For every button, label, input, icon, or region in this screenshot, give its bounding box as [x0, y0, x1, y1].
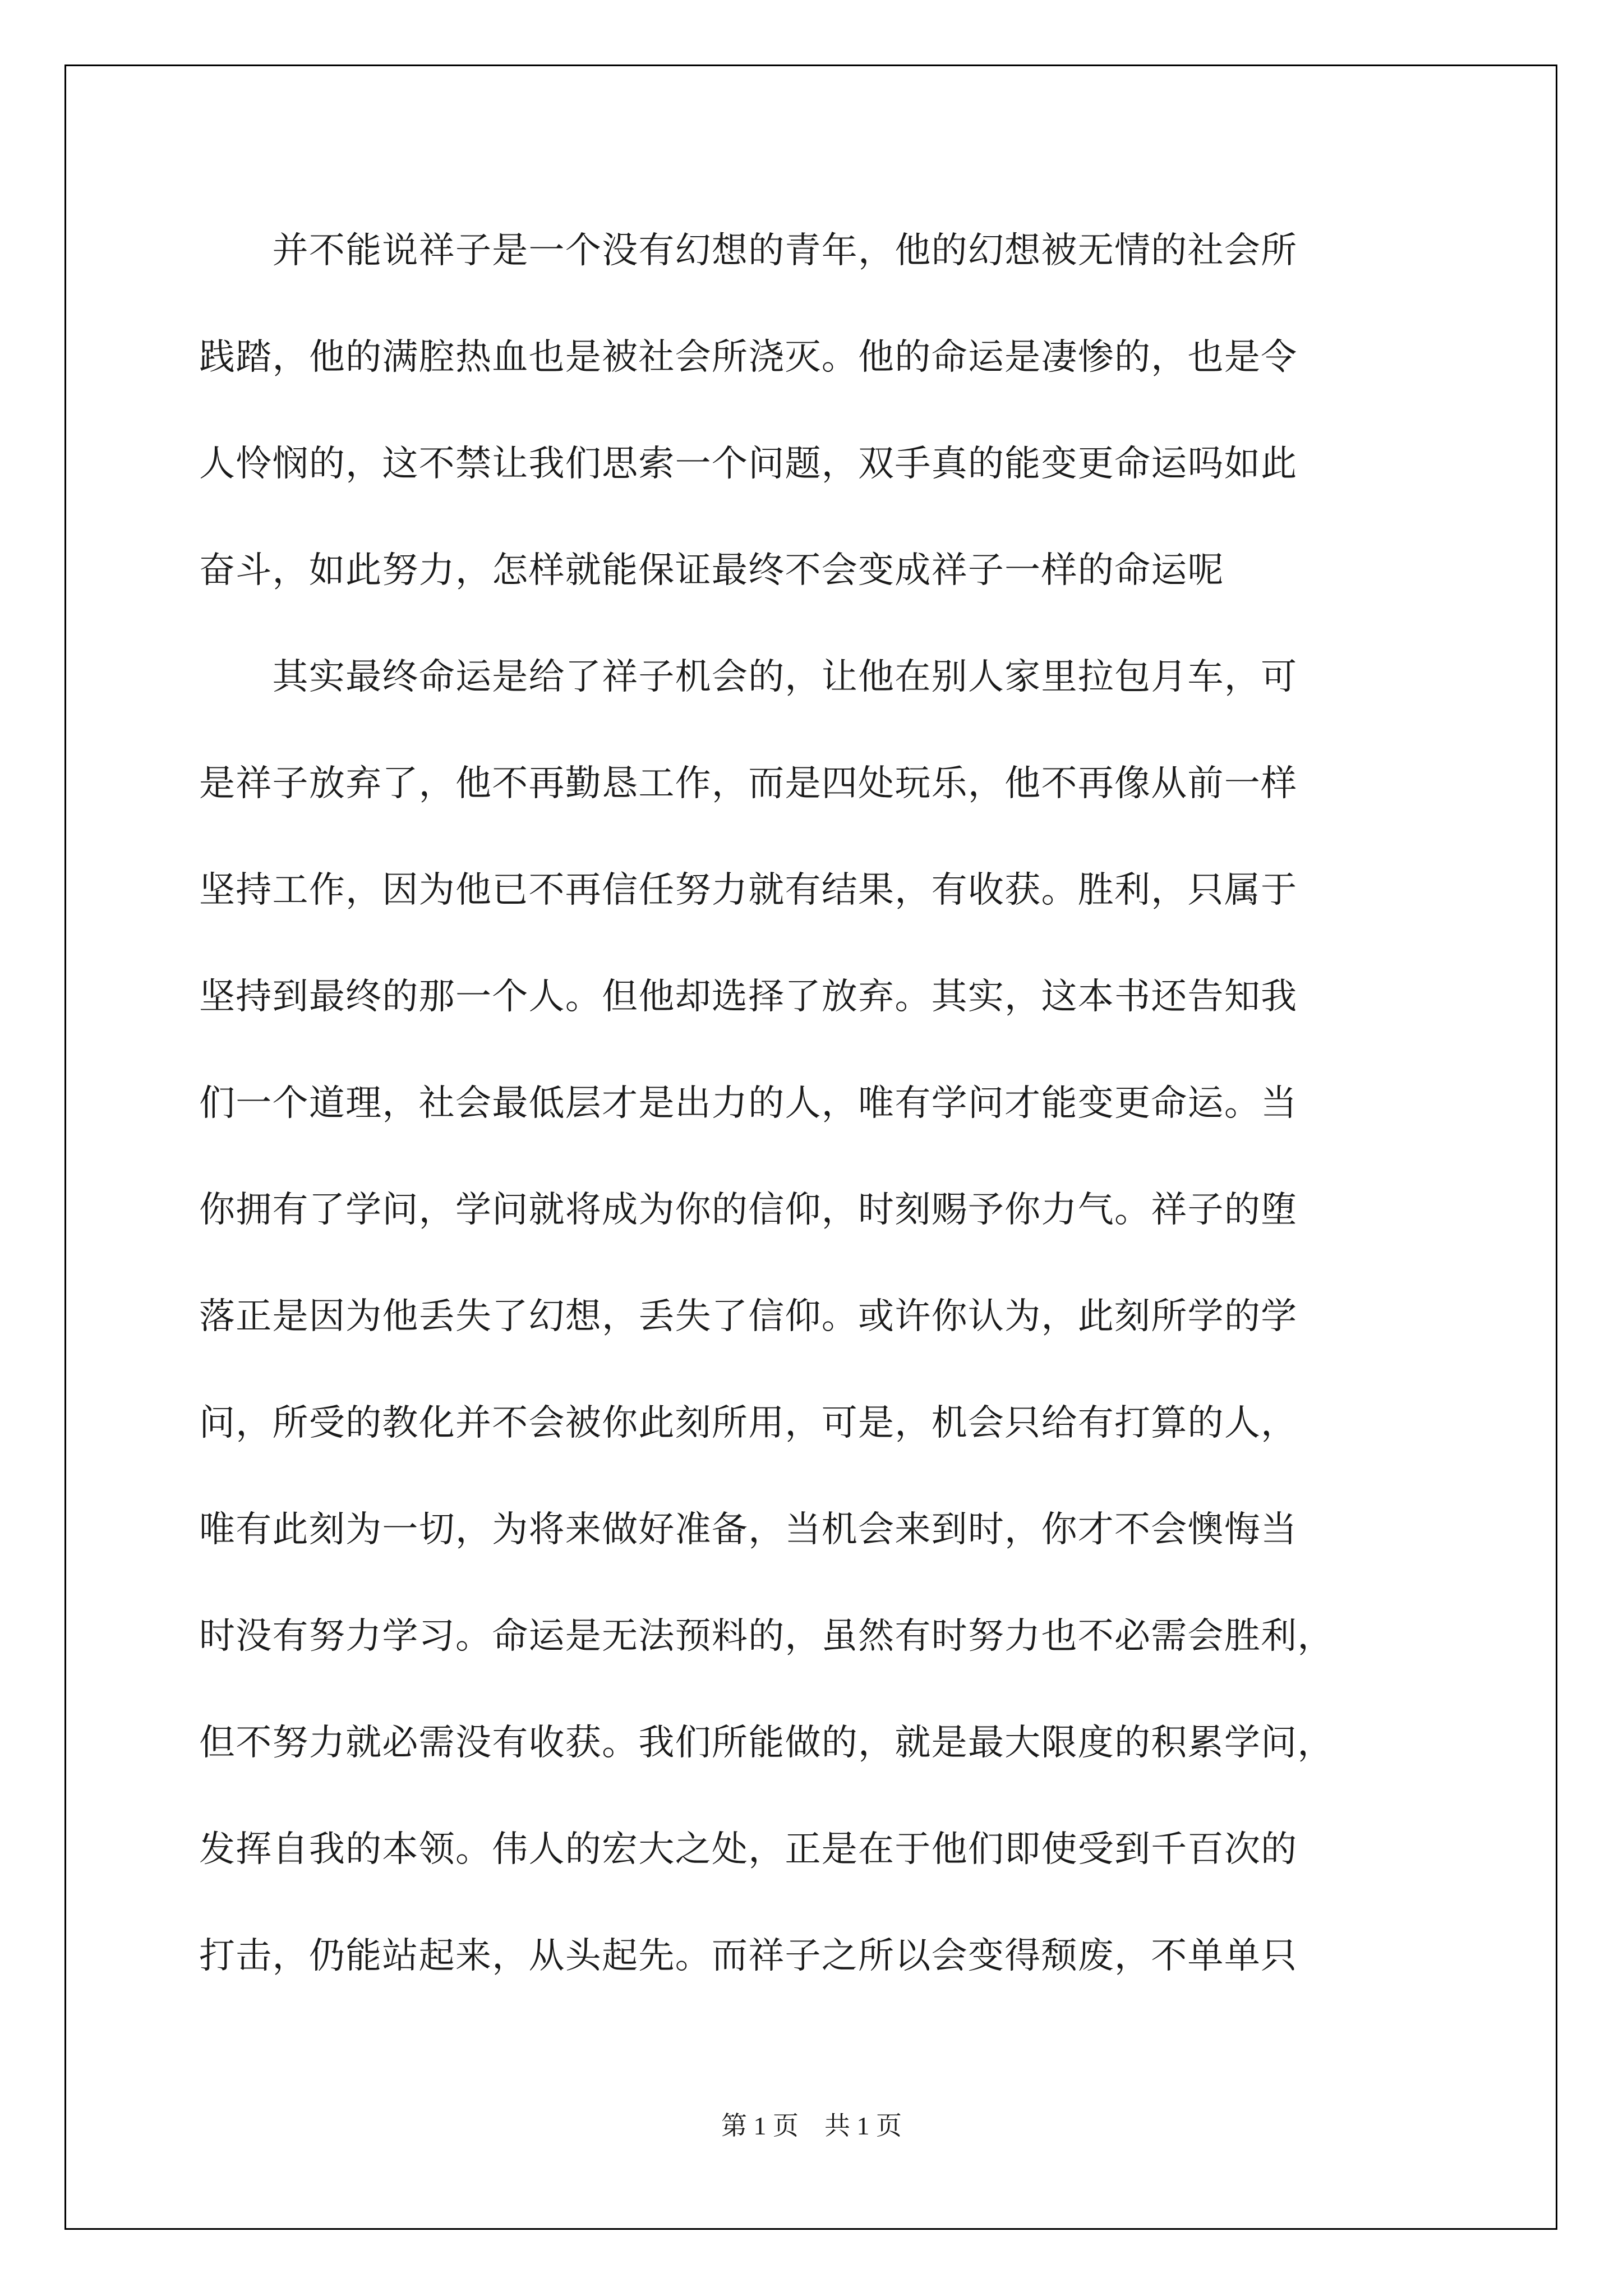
text-line: 落正是因为他丢失了幻想，丢失了信仰。或许你认为，此刻所学的学 — [199, 1296, 1298, 1337]
text-line: 坚持工作，因为他已不再信任努力就有结果，有收获。胜利，只属于 — [199, 869, 1298, 911]
text-line: 你拥有了学问，学问就将成为你的信仰，时刻赐予你力气。祥子的堕 — [199, 1189, 1298, 1231]
text-line: 人怜悯的，这不禁让我们思索一个问题，双手真的能变更命运吗如此 — [199, 443, 1298, 485]
page-number-footer: 第 1 页 共 1 页 — [721, 2111, 902, 2140]
text-line: 时没有努力学习。命运是无法预料的，虽然有时努力也不必需会胜利， — [199, 1616, 1334, 1657]
text-line: 奋斗，如此努力，怎样就能保证最终不会变成祥子一样的命运呢 — [199, 550, 1224, 591]
text-line: 发挥自我的本领。伟人的宏大之处，正是在于他们即使受到千百次的 — [199, 1829, 1298, 1870]
text-line: 问，所受的教化并不会被你此刻所用，可是，机会只给有打算的人， — [199, 1402, 1298, 1444]
text-line: 并不能说祥子是一个没有幻想的青年，他的幻想被无情的社会所 — [199, 230, 1298, 272]
text-line: 坚持到最终的那一个人。但他却选择了放弃。其实，这本书还告知我 — [199, 976, 1298, 1018]
text-line: 是祥子放弃了，他不再勤恳工作，而是四处玩乐，他不再像从前一样 — [199, 763, 1298, 804]
text-line: 其实最终命运是给了祥子机会的，让他在别人家里拉包月车，可 — [199, 656, 1298, 698]
text-line: 们一个道理，社会最低层才是出力的人，唯有学问才能变更命运。当 — [199, 1083, 1298, 1124]
text-line: 打击，仍能站起来，从头起先。而祥子之所以会变得颓废，不单单只 — [199, 1935, 1298, 1977]
text-line: 唯有此刻为一切，为将来做好准备，当机会来到时，你才不会懊悔当 — [199, 1509, 1298, 1550]
document-body — [199, 209, 1433, 2021]
text-line: 但不努力就必需没有收获。我们所能做的，就是最大限度的积累学问， — [199, 1722, 1334, 1764]
text-line: 践踏，他的满腔热血也是被社会所浇灭。他的命运是凄惨的，也是令 — [199, 337, 1298, 378]
